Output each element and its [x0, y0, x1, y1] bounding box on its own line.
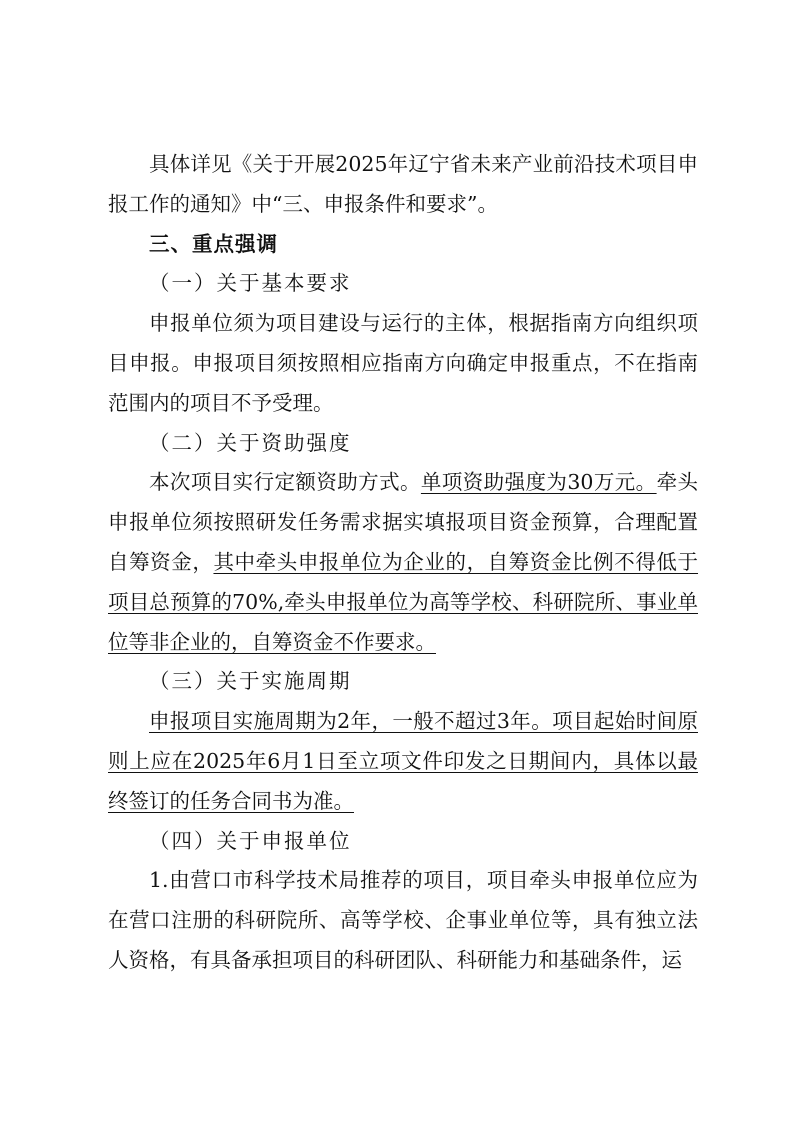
- funding-text-part3: 牵头申报单位须按照研发任务需求据实填报项目资金预算，合理配置自筹资金，: [108, 470, 699, 574]
- section-heading: 三、重点强调: [149, 231, 278, 256]
- paragraph-applicant-units: 1.由营口市科学技术局推荐的项目，项目牵头申报单位应为在营口注册的科研院所、高等学校、企事业单位等，具有独立法人资格，有具备承担项目的科研团队、科研能力和基础条件，运: [108, 868, 698, 972]
- subheading-implementation-period: （三）关于实施周期: [149, 669, 352, 694]
- paragraph-funding-intensity: [108, 463, 698, 662]
- intro-paragraph: 具体详见《关于开展2025年辽宁省未来产业前沿技术项目申报工作的通知》中“三、申报条件和要求”。: [108, 152, 698, 216]
- funding-text-part1: 本次项目实行定额资助方式。: [149, 470, 421, 495]
- period-text-underlined: 申报项目实施周期为2年，一般不超过3年。项目起始时间原则上应在2025年6月1日至立项文件印发之日期间内，具体以最终签订的任务合同书为准。: [108, 709, 698, 813]
- subheading-funding-intensity: （二）关于资助强度: [149, 430, 352, 455]
- document-body: [108, 145, 698, 981]
- paragraph-basic-requirements: 申报单位须为项目建设与运行的主体，根据指南方向组织项目申报。申报项目须按照相应指南方向确定申报重点，不在指南范围内的项目不予受理。: [108, 311, 698, 415]
- funding-text-underlined-ratio: 其中牵头申报单位为企业的，自筹资金比例不得低于项目总预算的70%,牵头申报单位为高等学校、科研院所、事业单位等非企业的，自筹资金不作要求。: [108, 549, 699, 654]
- funding-text-underlined-amount: 单项资助强度为30万元。: [420, 470, 657, 495]
- paragraph-implementation-period: [108, 702, 698, 821]
- subheading-basic-requirements: （一）关于基本要求: [149, 271, 352, 296]
- subheading-applicant-units: （四）关于申报单位: [149, 828, 352, 853]
